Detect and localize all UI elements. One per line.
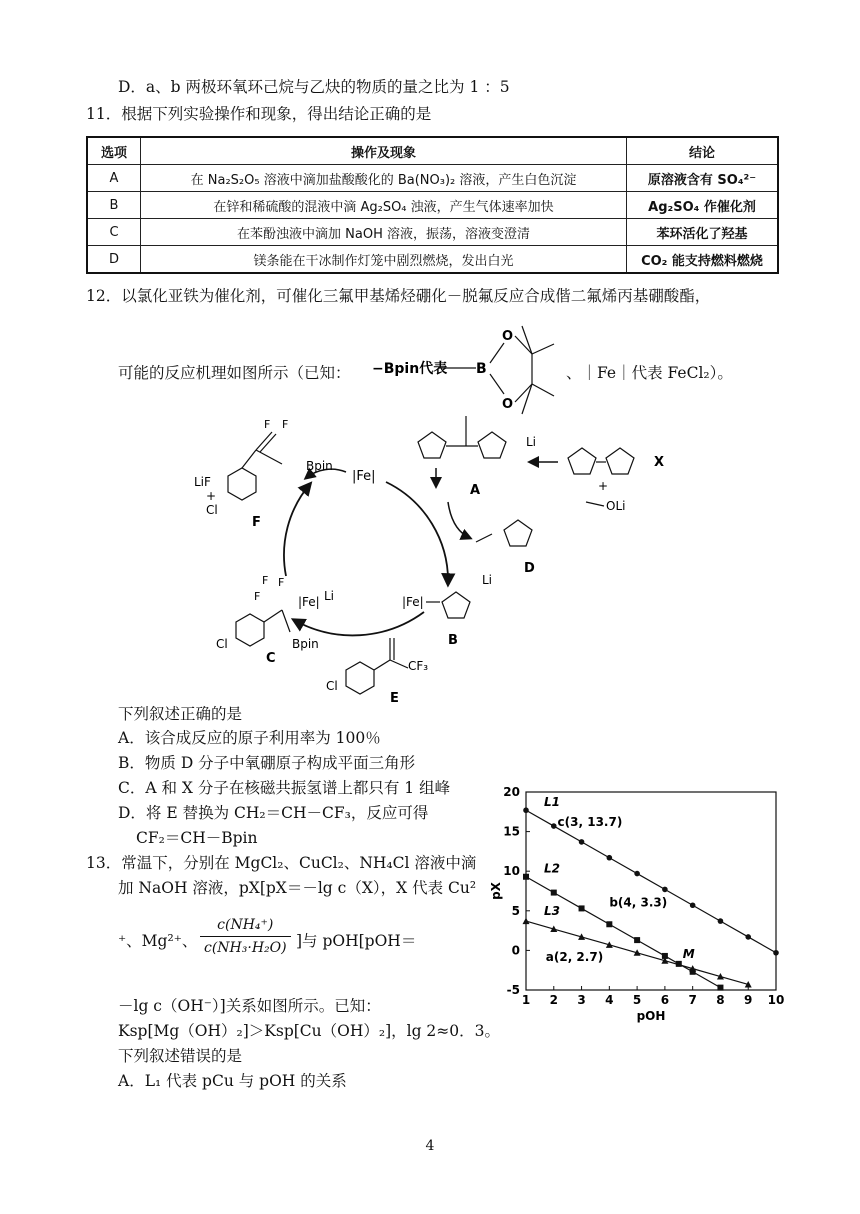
table-header-row [87, 137, 778, 165]
data-annotation: a(2, 2.7) [545, 950, 604, 965]
compound-label-e: E [390, 691, 399, 706]
y-axis-label: pX [489, 882, 503, 900]
y-tick-label: 10 [503, 864, 520, 879]
compound-label-c: C [266, 651, 276, 666]
fluorine-label: F [262, 574, 269, 587]
x-tick-label: 8 [716, 993, 725, 1007]
data-point [551, 823, 557, 829]
q12-option-a: A．该合成反应的原子利用率为 100％ [118, 729, 381, 747]
mechanism-diagram [186, 406, 726, 706]
oxygen-label: O [502, 397, 514, 412]
pinacol-ring [442, 592, 470, 618]
fraction-numerator: c(NH₄⁺) [200, 914, 291, 937]
table-row [87, 192, 778, 219]
fluorine-label: F [282, 418, 289, 431]
cycle-arrow [294, 612, 424, 635]
lithium-label: Li [482, 573, 493, 587]
q13-fraction [200, 914, 291, 959]
q12-option-c: C．A 和 X 分子在核磁共振氢谱上都只有 1 组峰 [118, 779, 451, 797]
data-point [634, 871, 640, 877]
fe-note: 、｜Fe｜代表 FeCl₂）。 [566, 364, 733, 382]
q10-option-d: D．a、b 两极环氧环己烷与乙炔的物质的量之比为 1 ：5 [118, 78, 510, 96]
q12-mechanism-intro: 可能的反应机理如图所示（已知： [118, 364, 351, 382]
series-label: L1 [544, 795, 560, 810]
fe-catalyst-label: |Fe| [352, 469, 376, 484]
fluorine-label: F [278, 576, 285, 589]
series-label: L2 [544, 861, 560, 876]
data-point [523, 807, 529, 813]
q12-option-b: B．物质 D 分子中氧硼原子构成平面三角形 [118, 754, 416, 772]
q13-line: Ksp[Mg（OH）₂]＞Ksp[Cu（OH）₂]，lg 2≈0．3。 [118, 1022, 500, 1040]
oxygen-label: O [502, 329, 514, 344]
pinacol-ring [568, 448, 596, 474]
data-point [717, 985, 723, 991]
fraction-denominator: c(NH₃·H₂O) [204, 940, 287, 956]
x-tick-label: 7 [688, 993, 697, 1007]
data-point [745, 934, 751, 940]
data-point [551, 890, 557, 896]
data-point [718, 918, 724, 924]
lif-label: LiF [194, 475, 211, 489]
table-cell-conclusion: 原溶液含有 SO₄²⁻ [627, 165, 779, 192]
y-tick-label: 20 [503, 785, 520, 799]
px-poh-chart [488, 776, 788, 1036]
benzene-ring [236, 614, 264, 646]
data-point [690, 902, 696, 908]
table-row [87, 219, 778, 246]
x-tick-label: 5 [632, 993, 642, 1007]
y-tick-label: 5 [511, 903, 520, 918]
table-cell-option: B [87, 192, 141, 219]
fluorine-label: F [264, 418, 271, 431]
x-tick-label: 6 [660, 993, 670, 1007]
table-cell-conclusion: Ag₂SO₄ 作催化剂 [627, 192, 779, 219]
x-tick-label: 1 [521, 993, 531, 1007]
table-header: 操作及现象 [141, 137, 627, 165]
table-cell-operation: 在锌和稀硫酸的混液中滴 Ag₂SO₄ 浊液，产生气体速率加快 [141, 192, 627, 219]
table-cell-operation: 镁条能在干冰制作灯笼中剧烈燃烧，发出白光 [141, 246, 627, 274]
x-tick-label: 4 [605, 993, 614, 1007]
q13-line: ⁺、Mg²⁺、 [118, 932, 198, 950]
compound-label-f: F [252, 515, 261, 530]
q11-stem: 11．根据下列实验操作和现象，得出结论正确的是 [86, 105, 432, 123]
plus-sign: + [206, 489, 217, 503]
x-tick-label: 2 [549, 993, 558, 1007]
q12-option-d: D．将 E 替换为 CH₂＝CH－CF₃，反应可得 [118, 804, 429, 822]
q13-line: 下列叙述错误的是 [118, 1047, 243, 1065]
table-cell-option: C [87, 219, 141, 246]
data-annotation: M [682, 946, 695, 961]
cf3-label: CF₃ [408, 659, 429, 673]
data-point [523, 874, 529, 880]
pinacol-ring [418, 432, 446, 458]
table-cell-conclusion: CO₂ 能支持燃料燃烧 [627, 246, 779, 274]
y-tick-label: -5 [506, 983, 520, 997]
table-cell-operation: 在苯酚浊液中滴加 NaOH 溶液，振荡，溶液变澄清 [141, 219, 627, 246]
table-cell-option: D [87, 246, 141, 274]
q13-line: －lg c（OH⁻）]关系如图所示。已知： [118, 997, 381, 1015]
series-label: L3 [544, 904, 560, 919]
x-tick-label: 9 [744, 993, 753, 1007]
data-point [579, 839, 585, 845]
table-cell-operation: 在 Na₂S₂O₅ 溶液中滴加盐酸酸化的 Ba(NO₃)₂ 溶液，产生白色沉淀 [141, 165, 627, 192]
table-row [87, 165, 778, 192]
lithium-label: Li [526, 435, 537, 449]
y-tick-label: 15 [503, 824, 520, 839]
data-point [607, 855, 613, 861]
data-point [579, 905, 585, 911]
table-cell-conclusion: 苯环活化了羟基 [627, 219, 779, 246]
data-point [606, 921, 612, 927]
bpin-label: −Bpin代表 [372, 361, 448, 377]
fe-label: |Fe| [402, 595, 424, 609]
compound-label-b: B [448, 633, 458, 648]
plus-sign: + [598, 479, 609, 493]
page-number: 4 [425, 1138, 435, 1154]
data-point [523, 918, 530, 925]
data-point [634, 937, 640, 943]
q13-line: 13．常温下，分别在 MgCl₂、CuCl₂、NH₄Cl 溶液中滴 [86, 854, 477, 872]
bpin-group-label: Bpin [306, 459, 333, 473]
x-tick-label: 10 [767, 993, 785, 1007]
oli-label: OLi [606, 499, 626, 513]
q13-line: A．L₁ 代表 pCu 与 pOH 的关系 [118, 1072, 347, 1090]
data-point [662, 887, 668, 893]
chlorine-label: Cl [326, 679, 338, 693]
q13-line: 加 NaOH 溶液，pX[pX＝－lg c（X），X 代表 Cu² [118, 879, 477, 897]
chlorine-label: Cl [216, 637, 228, 651]
pinacol-ring [478, 432, 506, 458]
cycle-arrow [284, 484, 310, 576]
bpin-group-label: Bpin [292, 637, 319, 651]
boron-label: B [476, 361, 487, 377]
q13-line: ]与 pOH[pOH＝ [296, 932, 417, 950]
table-header: 选项 [87, 137, 141, 165]
fe-label: |Fe| [298, 595, 320, 609]
y-tick-label: 0 [511, 943, 520, 958]
ammonium-ratio [200, 914, 291, 959]
chlorine-label: Cl [206, 503, 218, 517]
pinacol-ring [606, 448, 634, 474]
cycle-arrow [386, 482, 448, 584]
benzene-ring [346, 662, 374, 694]
fluorine-label: F [254, 590, 261, 603]
compound-label-d: D [524, 561, 535, 576]
compound-label-a: A [470, 483, 481, 498]
data-annotation: c(3, 13.7) [557, 814, 623, 829]
table-row [87, 246, 778, 274]
compound-label-x: X [654, 455, 665, 470]
q12-ask: 下列叙述正确的是 [118, 705, 243, 723]
x-axis-label: pOH [636, 1009, 666, 1023]
lithium-label: Li [324, 589, 335, 603]
benzene-ring [228, 468, 256, 500]
pinacol-ring [504, 520, 532, 546]
table-header: 结论 [627, 137, 779, 165]
data-point [773, 950, 779, 956]
data-annotation: b(4, 3.3) [609, 895, 668, 910]
q12-stem: 12．以氯化亚铁为催化剂，可催化三氟甲基烯烃硼化－脱氟反应合成偕二氟烯丙基硼酸酯， [86, 287, 711, 305]
q11-table [86, 136, 779, 274]
table-cell-option: A [87, 165, 141, 192]
x-tick-label: 3 [577, 993, 586, 1007]
q12-option-d-cont: CF₂＝CH－Bpin [136, 829, 258, 847]
